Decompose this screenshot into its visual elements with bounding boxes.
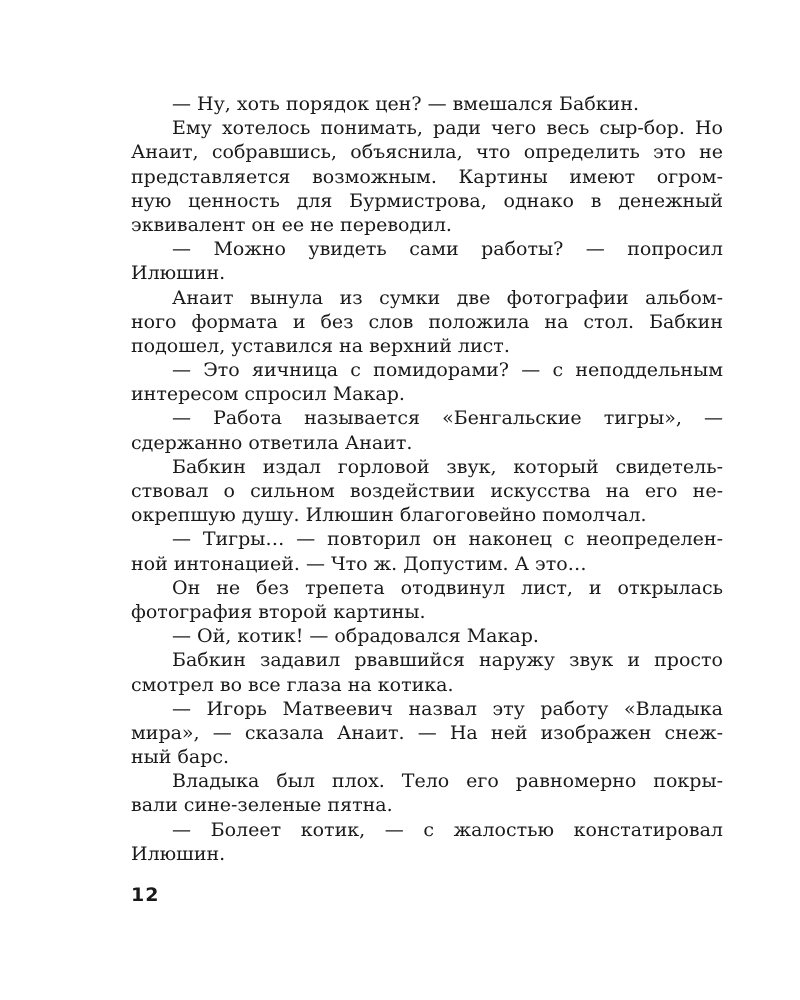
text-line: Он не без трепета отодвинул лист, и открылась	[172, 576, 723, 599]
page-number: 12	[131, 884, 160, 906]
text-line: вали сине-зеленые пятна.	[131, 794, 393, 817]
text-line: фотография второй картины.	[131, 600, 426, 623]
text-line: ной интонацией. — Что ж. Допустим. А это…	[131, 552, 587, 575]
text-line: окрепшую душу. Илюшин благоговейно помолчал.	[131, 504, 647, 527]
text-line: сдержанно ответила Анаит.	[131, 431, 413, 454]
text-line: — Это яичница с помидорами? — с неподдельным	[172, 359, 723, 382]
text-line: подошел, уставился на верхний лист.	[131, 334, 510, 357]
text-line: мира», — сказала Анаит. — На ней изображен снеж-	[131, 721, 723, 744]
text-line: — Можно увидеть сами работы? — попросил	[172, 238, 723, 261]
text-line: Бабкин издал горловой звук, который свидетель-	[172, 455, 723, 478]
text-line: ствовал о сильном воздействии искусства на его не-	[131, 480, 723, 502]
text-line: смотрел во все глаза на котика.	[131, 673, 454, 696]
text-line: Илюшин.	[131, 842, 226, 865]
text-line: — Ой, котик! — обрадовался Макар.	[172, 625, 539, 648]
text-line: Анаит вынула из сумки две фотографии альбом-	[172, 286, 723, 309]
text-line: представляется возможным. Картины имеют огром-	[131, 165, 723, 188]
text-line: — Работа называется «Бенгальские тигры», —	[172, 407, 723, 430]
text-line: — Игорь Матвеевич назвал эту работу «Владыка	[172, 697, 723, 720]
body-text	[131, 92, 723, 866]
text-line: — Болеет котик, — с жалостью констатировал	[172, 818, 723, 841]
text-line: ного формата и без слов положила на стол. Бабкин	[131, 310, 723, 333]
text-line: ный барс.	[131, 746, 230, 769]
text-line: — Ну, хоть порядок цен? — вмешался Бабкин.	[172, 93, 640, 115]
text-line: Илюшин.	[131, 262, 226, 285]
text-line: Ему хотелось понимать, ради чего весь сыр-бор. Но	[172, 117, 723, 140]
text-line: Владыка был плох. Тело его равномерно покры-	[172, 770, 723, 793]
text-line: Анаит, собравшись, объяснила, что определить это не	[131, 141, 723, 164]
text-line: Бабкин задавил рвавшийся наружу звук и просто	[172, 649, 723, 672]
text-line: эквивалент он ее не переводил.	[131, 213, 452, 236]
text-line: ную ценность для Бурмистрова, однако в денежный	[131, 189, 723, 212]
text-line: интересом спросил Макар.	[131, 383, 405, 406]
text-line: — Тигры… — повторил он наконец с неопределен-	[172, 528, 723, 551]
